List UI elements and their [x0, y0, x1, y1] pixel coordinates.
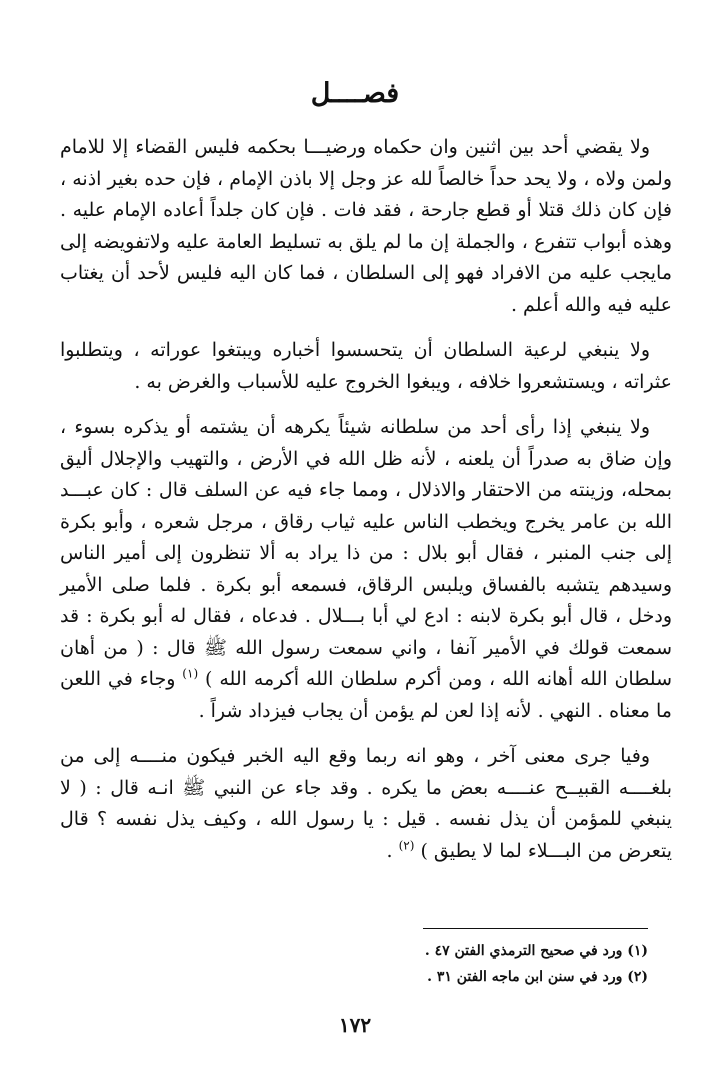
paragraph-4-tail: . [386, 839, 399, 862]
paragraph-2 [60, 335, 672, 398]
paragraph-1-text: ولا يقضي أحد بين اثنين وان حكماه ورضيـــا بحكمه فليس القضاء إلا للامام ولمن ولاه ، ولا يحد حداً خالصاً لله عز وجل إلا باذن الإمام ، فإن حده بغير اذنه ، فإن كان ذلك قتلا أو قطع جارحة ، فقد فات . فإن كان جلداً أعاده الإمام عليه . وهذه أبواب تتفرع ، والجملة إن ما لم يلق به تسليط العامة عليه ولاتفويضه إلى مايجب عليه من الافراد فهو إلى السلطان ، فما كان اليه فليس لأحد أن يغتاب عليه فيه والله أعلم . [60, 136, 672, 316]
footnote-ref-2: (٢) [398, 838, 415, 853]
paragraph-1 [60, 132, 672, 321]
section-heading: فصــــل [310, 78, 400, 109]
paragraph-3 [60, 412, 672, 727]
paragraph-3-tail: وجاء في اللعن ما معناه . النهي . لأنه إذا لعن لم يؤمن أن يجاب فيزداد شراً . [60, 668, 672, 722]
footnote-ref-1: (١) [182, 666, 199, 681]
footnote-divider [423, 928, 648, 929]
page-number: ١٧٢ [338, 1013, 372, 1037]
body-text [60, 132, 672, 867]
footnote-1: (١) ورد في صحيح الترمذي الفتن ٤٧ . [424, 943, 648, 959]
paragraph-4 [60, 741, 672, 867]
footnote-2: (٢) ورد في سنن ابن ماجه الفتن ٣١ . [427, 969, 648, 985]
paragraph-2-text: ولا ينبغي لرعية السلطان أن يتحسسوا أخباره ويبتغوا عوراته ، ويتطلبوا عثراته ، ويستشعروا خلافه ، ويبغوا الخروج عليه للأسباب والغرض به . [60, 339, 672, 393]
footnotes [228, 938, 648, 990]
paragraph-4-text: وفيا جرى معنى آخر ، وهو انه ربما وقع اليه الخبر فيكون منــــه إلى من بلغــــه القبيــح عنــــه بعض ما يكره . وقد جاء عن النبي ﷺ انـه قال : ( لا ينبغي للمؤمن أن يذل نفسه . قيل : يا رسول الله ، وكيف يذل نفسه ؟ قال يتعرض من البـــلاء لما لا يطيق ) [60, 745, 672, 862]
paragraph-3-text: ولا ينبغي إذا رأى أحد من سلطانه شيئاً يكرهه أن يشتمه أو يذكره بسوء ، وإن ضاق به صدراً أن يلعنه ، لأنه ظل الله في الأرض ، والتهيب والإجلال أليق بمحله، وزينته من الاحتقار والاذلال ، ومما جاء فيه عن السلف قال : كان عبـــد الله بن عامر يخرج ويخطب الناس عليه ثياب رقاق ، مرجل شعره ، وأبو بكرة إلى جنب المنبر ، فقال أبو بلال : من ذا يراد به ألا تنظرون إلى أمير الناس وسيدهم يتشبه بالفساق ويلبس الرقاق، فسمعه أبو بكرة . فلما صلى الأمير ودخل ، قال أبو بكرة لابنه : ادع لي أبا بـــلال . فدعاه ، فقال له أبو بكرة : قد سمعت قولك في الأمير آنفا ، واني سمعت رسول الله ﷺ قال : ( من أهان سلطان الله أهانه الله ، ومن أكرم سلطان الله أكرمه الله ) [60, 416, 673, 690]
